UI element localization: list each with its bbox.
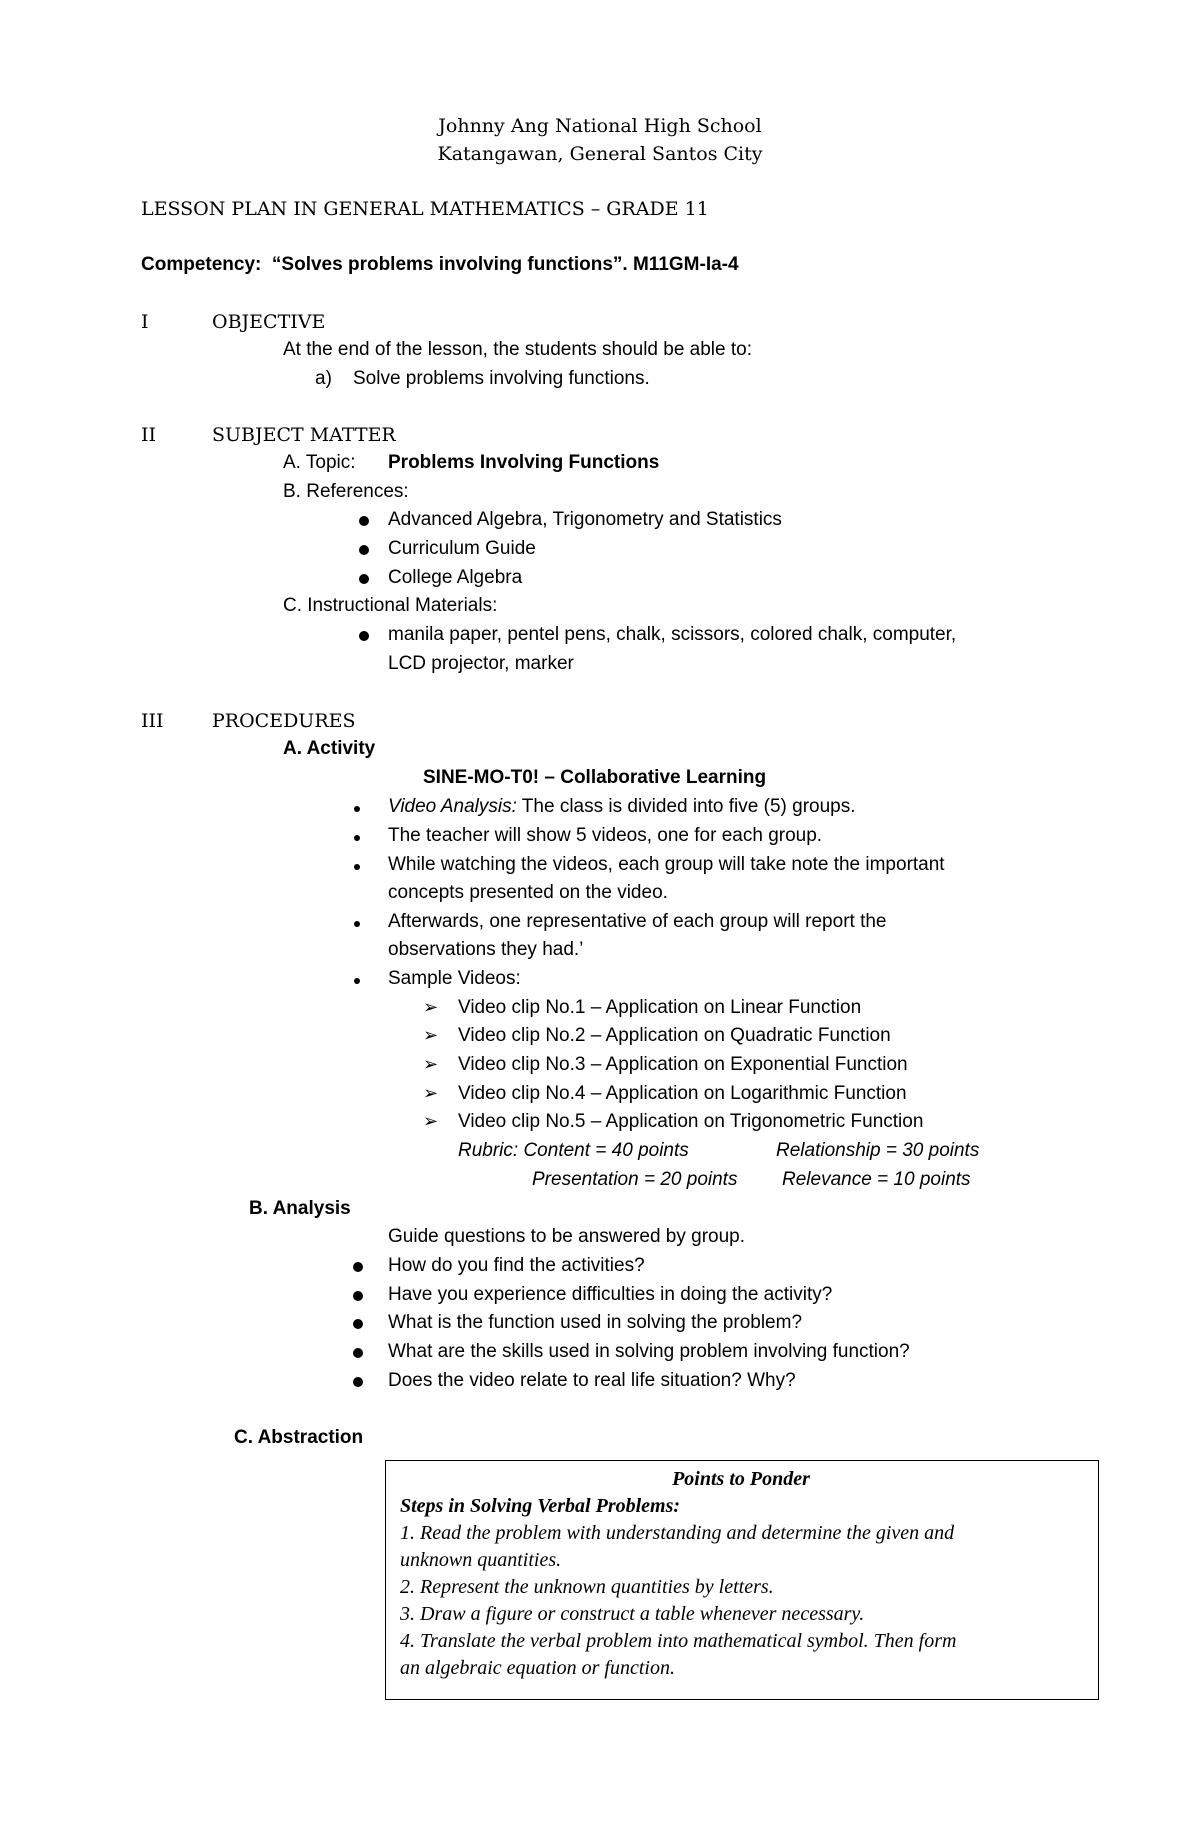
lesson-plan-title: LESSON PLAN IN GENERAL MATHEMATICS – GRADE 11 [141, 198, 709, 220]
materials-label: C. Instructional Materials: [283, 595, 498, 616]
arrow-bullet-icon: ➢ [423, 997, 439, 1018]
guide-question: Have you experience difficulties in doing the activity? [388, 1284, 833, 1305]
topic-label: A. Topic: [283, 452, 356, 473]
arrow-bullet-icon: ➢ [423, 1054, 439, 1075]
step-1-line-1: 1. Read the problem with understanding and determine the given and [400, 1522, 955, 1544]
activity-bullet-3-line-1: While watching the videos, each group will take note the important [388, 854, 945, 875]
analysis-intro: Guide questions to be answered by group. [388, 1226, 746, 1247]
materials-line-1: manila paper, pentel pens, chalk, scissors, colored chalk, computer, [388, 624, 957, 645]
bullet-icon [353, 1348, 363, 1358]
box-subtitle: Steps in Solving Verbal Problems: [400, 1495, 681, 1517]
video-clip-item: Video clip No.1 – Application on Linear Function [458, 997, 862, 1018]
step-4-line-1: 4. Translate the verbal problem into mathematical symbol. Then form [400, 1630, 957, 1652]
references-label: B. References: [283, 481, 409, 502]
materials-line-2: LCD projector, marker [388, 653, 574, 674]
school-location: Katangawan, General Santos City [437, 143, 763, 165]
video-clip-item: Video clip No.3 – Application on Exponential Function [458, 1054, 908, 1075]
competency-line [141, 251, 739, 279]
activity-bullet-4-line-2: observations they had.’ [388, 939, 584, 960]
step-2: 2. Represent the unknown quantities by letters. [400, 1576, 774, 1598]
bullet-icon [359, 516, 369, 526]
activity-bullet-3-line-2: concepts presented on the video. [388, 882, 668, 903]
activity-bullet-5: Sample Videos: [388, 968, 521, 989]
box-title: Points to Ponder [672, 1468, 810, 1490]
bullet-icon [354, 978, 360, 984]
arrow-bullet-icon: ➢ [423, 1083, 439, 1104]
section-number-ii: II [141, 424, 157, 446]
objective-item: Solve problems involving functions. [353, 368, 650, 389]
competency-text: “Solves problems involving functions”. M11GM-Ia-4 [271, 254, 739, 275]
topic-value: Problems Involving Functions [388, 452, 660, 473]
reference-item: Curriculum Guide [388, 538, 536, 559]
reference-item: College Algebra [388, 567, 523, 588]
bullet-icon [354, 921, 360, 927]
bullet-icon [359, 574, 369, 584]
bullet-icon [353, 1377, 363, 1387]
bullet-icon [354, 835, 360, 841]
guide-question: Does the video relate to real life situation? Why? [388, 1370, 796, 1391]
activity-title: SINE-MO-T0! – Collaborative Learning [423, 767, 767, 788]
video-analysis-label: Video Analysis: [388, 796, 517, 817]
step-1-line-2: unknown quantities. [400, 1549, 562, 1571]
activity-bullet-4-line-1: Afterwards, one representative of each group will report the [388, 911, 887, 932]
reference-item: Advanced Algebra, Trigonometry and Statistics [388, 509, 782, 530]
rubric-content: Rubric: Content = 40 points [458, 1140, 689, 1161]
bullet-icon [359, 545, 369, 555]
school-name: Johnny Ang National High School [438, 115, 762, 137]
bullet-icon [353, 1262, 363, 1272]
arrow-bullet-icon: ➢ [423, 1111, 439, 1132]
activity-label: A. Activity [283, 738, 376, 759]
competency-label: Competency: [141, 254, 262, 275]
activity-bullet-2: The teacher will show 5 videos, one for each group. [388, 825, 823, 846]
abstraction-label: C. Abstraction [234, 1427, 364, 1448]
bullet-icon [354, 864, 360, 870]
video-clip-item: Video clip No.2 – Application on Quadratic Function [458, 1025, 891, 1046]
bullet-icon [353, 1291, 363, 1301]
guide-question: What is the function used in solving the problem? [388, 1312, 803, 1333]
guide-question: What are the skills used in solving problem involving function? [388, 1341, 910, 1362]
rubric-relevance: Relevance = 10 points [782, 1169, 971, 1190]
step-4-line-2: an algebraic equation or function. [400, 1657, 675, 1679]
rubric-presentation: Presentation = 20 points [532, 1169, 738, 1190]
objective-item-marker: a) [315, 368, 332, 389]
guide-question: How do you find the activities? [388, 1255, 645, 1276]
subject-matter-heading: SUBJECT MATTER [212, 424, 396, 446]
video-analysis-text: The class is divided into five (5) groups. [516, 796, 856, 817]
video-clip-item: Video clip No.4 – Application on Logarithmic Function [458, 1083, 907, 1104]
activity-bullet-1 [388, 793, 856, 821]
arrow-bullet-icon: ➢ [423, 1025, 439, 1046]
step-3: 3. Draw a figure or construct a table whenever necessary. [400, 1603, 865, 1625]
objective-heading: OBJECTIVE [212, 311, 326, 333]
section-number-iii: III [141, 710, 164, 732]
objective-intro: At the end of the lesson, the students should be able to: [283, 339, 752, 360]
analysis-label: B. Analysis [249, 1198, 351, 1219]
video-clip-item: Video clip No.5 – Application on Trigonometric Function [458, 1111, 924, 1132]
bullet-icon [353, 1319, 363, 1329]
rubric-relationship: Relationship = 30 points [776, 1140, 980, 1161]
procedures-heading: PROCEDURES [212, 710, 356, 732]
bullet-icon [354, 806, 360, 812]
section-number-i: I [141, 311, 149, 333]
bullet-icon [359, 631, 369, 641]
